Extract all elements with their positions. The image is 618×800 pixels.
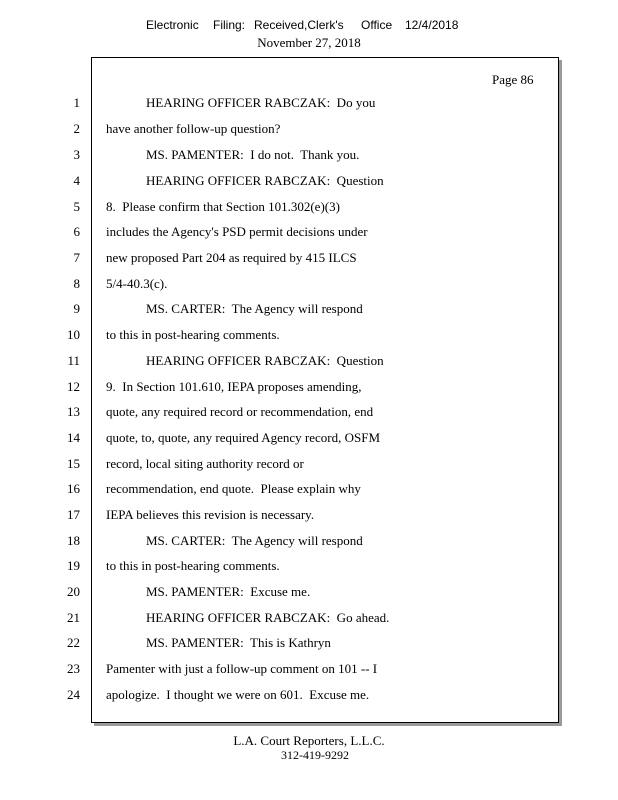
line-number: 14 — [67, 430, 80, 445]
line-number: 11 — [67, 353, 80, 368]
stamp-electronic: Electronic — [146, 18, 199, 32]
line-number: 18 — [67, 533, 80, 548]
line-number: 6 — [73, 224, 80, 239]
line-number: 21 — [67, 610, 80, 625]
stamp-office: Office — [361, 18, 393, 32]
transcript-line: new proposed Part 204 as required by 415 ILCS — [106, 250, 357, 265]
transcript-line: record, local siting authority record or — [106, 456, 304, 471]
line-number: 12 — [67, 379, 80, 394]
line-number: 24 — [67, 687, 80, 702]
transcript-line: HEARING OFFICER RABCZAK: Do you — [146, 95, 376, 110]
line-number: 20 — [67, 584, 80, 599]
line-number: 7 — [73, 250, 80, 265]
line-number: 4 — [73, 173, 80, 188]
line-number: 23 — [67, 661, 80, 676]
transcript-line: MS. CARTER: The Agency will respond — [146, 301, 363, 316]
line-number: 9 — [73, 301, 80, 316]
line-number: 10 — [67, 327, 80, 342]
transcript-line: quote, to, quote, any required Agency record, OSFM — [106, 430, 381, 445]
transcript-line: to this in post-hearing comments. — [106, 327, 280, 342]
line-number: 13 — [67, 404, 80, 419]
stamp-date: 12/4/2018 — [405, 18, 459, 32]
line-number: 8 — [73, 276, 80, 291]
transcript-line: apologize. I thought we were on 601. Excuse me. — [106, 687, 370, 702]
transcript-line: to this in post-hearing comments. — [106, 558, 280, 573]
transcript-line: have another follow-up question? — [106, 121, 281, 136]
transcript-line: MS. PAMENTER: I do not. Thank you. — [146, 147, 360, 162]
transcript-line: MS. PAMENTER: Excuse me. — [146, 584, 311, 599]
transcript-line: HEARING OFFICER RABCZAK: Question — [146, 353, 384, 368]
transcript-line: quote, any required record or recommendation, end — [106, 404, 374, 419]
stamp-filing: Filing: — [213, 18, 246, 32]
line-number: 16 — [67, 481, 80, 496]
transcript-line: MS. CARTER: The Agency will respond — [146, 533, 363, 548]
line-number: 17 — [67, 507, 80, 522]
line-number: 22 — [67, 635, 80, 650]
transcript-line: recommendation, end quote. Please explain why — [106, 481, 361, 496]
page-number: Page 86 — [492, 72, 534, 87]
stamp-received: Received,Clerk's — [254, 18, 344, 32]
transcript-line: 9. In Section 101.610, IEPA proposes amending, — [106, 379, 362, 394]
footer-company: L.A. Court Reporters, L.L.C. — [233, 733, 385, 748]
transcript-line: 5/4-40.3(c). — [106, 276, 168, 291]
transcript-line: Pamenter with just a follow-up comment on 101 -- I — [106, 661, 378, 676]
line-number: 5 — [73, 199, 80, 214]
line-number: 15 — [67, 456, 80, 471]
transcript-line: IEPA believes this revision is necessary. — [106, 507, 315, 522]
line-number: 2 — [73, 121, 80, 136]
line-number: 3 — [73, 147, 80, 162]
transcript-date: November 27, 2018 — [257, 35, 361, 50]
transcript-line: 8. Please confirm that Section 101.302(e)(3) — [106, 199, 340, 214]
transcript-line: HEARING OFFICER RABCZAK: Go ahead. — [146, 610, 390, 625]
footer-phone: 312-419-9292 — [281, 748, 349, 762]
line-number: 19 — [67, 558, 80, 573]
line-number: 1 — [73, 95, 80, 110]
transcript-line: MS. PAMENTER: This is Kathryn — [146, 635, 331, 650]
transcript-line: HEARING OFFICER RABCZAK: Question — [146, 173, 384, 188]
transcript-line: includes the Agency's PSD permit decisions under — [106, 224, 368, 239]
